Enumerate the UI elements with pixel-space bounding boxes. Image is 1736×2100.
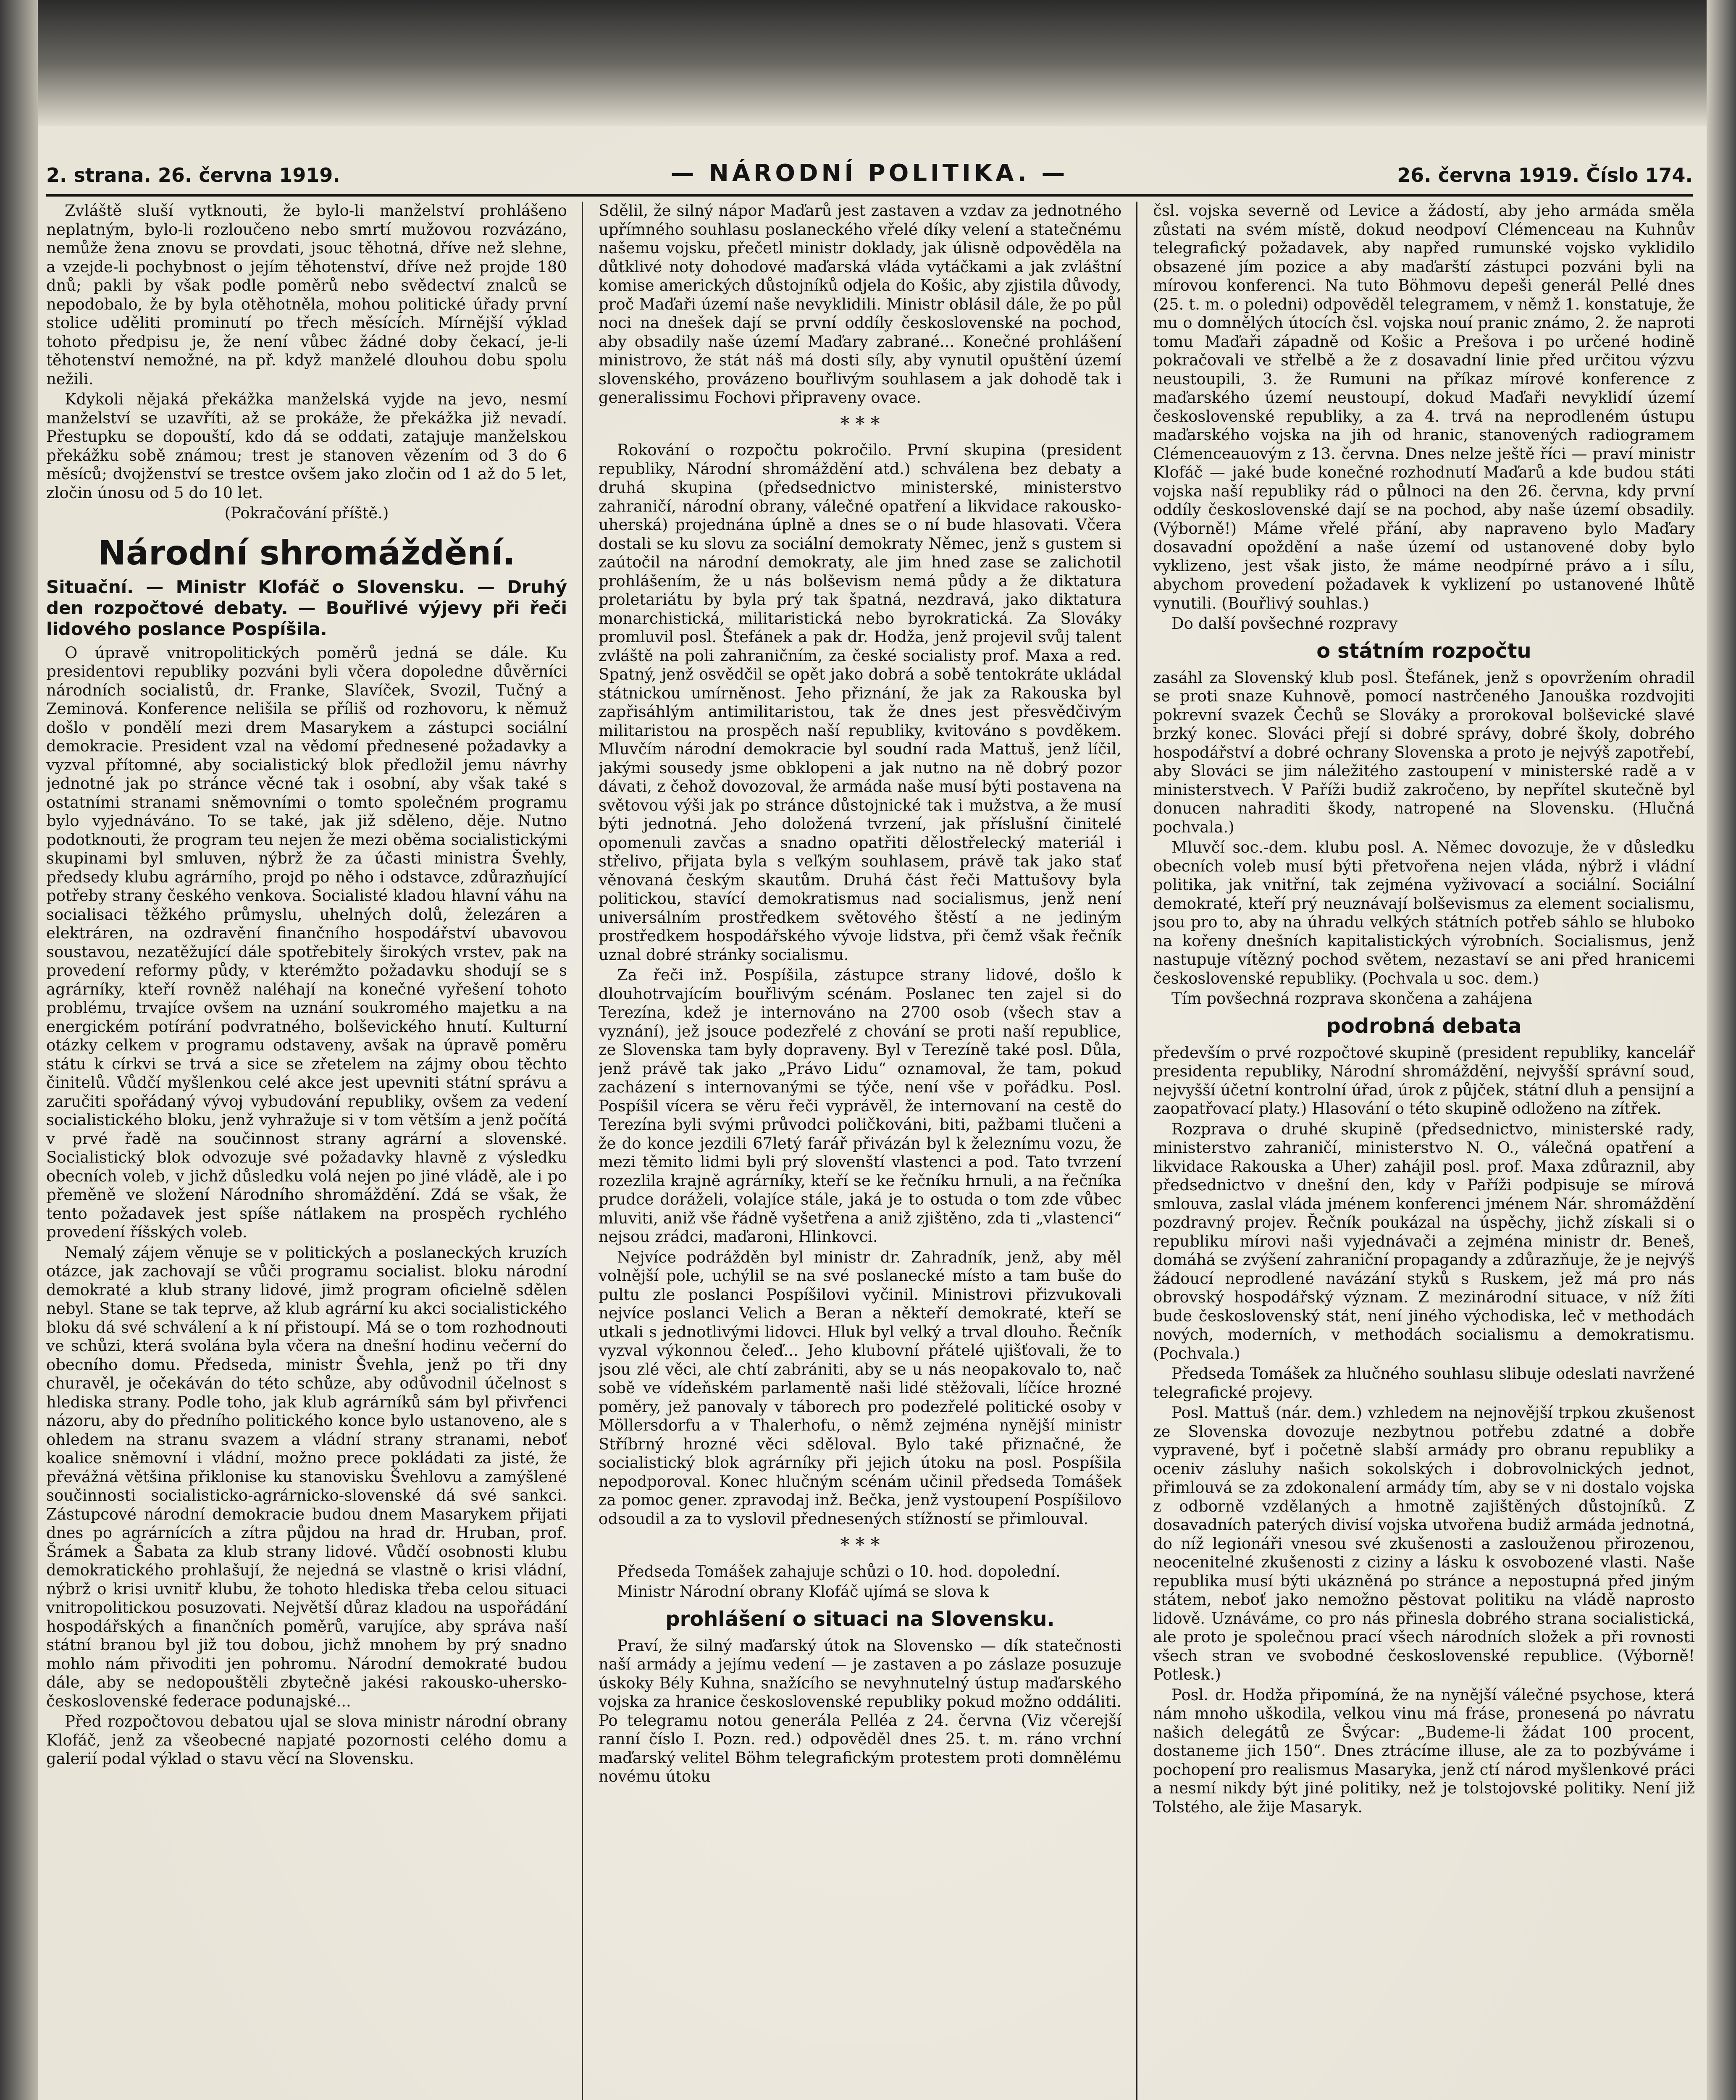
paragraph: především o prvé rozpočtové skupině (president republiky, kancelář presidenta republiky, Národní shromáždění, nejvyšší správní soud, nejvyšší účetní kontrolní úřad, úrok z půjček, státní dluh a pensijní a zaopatřovací platy.) Hlasování o této skupině odloženo na zítřek.	[1153, 1043, 1695, 1118]
column-divider	[1136, 202, 1137, 2100]
page-header	[46, 160, 1693, 189]
scan-left-shadow	[0, 0, 38, 2100]
masthead: — NÁRODNÍ POLITIKA. —	[670, 160, 1069, 187]
section-subheadline: Situační. — Ministr Klofáč o Slovensku. — Druhý den rozpočtové debaty. — Bouřlivé výjevy při řeči lidového poslance Pospíšila.	[46, 576, 567, 639]
paragraph: Předseda Tomášek zahajuje schůzi o 10. hod. dopolední.	[617, 1562, 1061, 1580]
paragraph: Sdělil, že silný nápor Maďarů jest zastaven a vzdav za jednotného upřímného souhlasu poslaneckého vřelé díky velení a statečnému našemu vojsku, přečetl ministr doklady, jak úlisně odpověděla na důtklivé noty dohodové maďarská vláda vytáčkami a jak zvláštní komise amerických důstojníků odjela do Košic, aby zjistila důvody, proč Maďaři území naše nevyklidili. Ministr oblásil dále, že po půl noci na dnešek dají se první oddíly československé na pochod, aby obsadily naše území Maďary zabrané... Konečné prohlášení ministrovo, že stát náš má dosti síly, aby vynutil opuštění území slovenského, provázeno bouřlivým souhlasem a jak dohodě tak i generalissimu Fochovi připraveny ovace.	[599, 202, 1121, 407]
paragraph: Rozprava o druhé skupině (předsednictvo, ministerské rady, ministerstvo zahraničí, ministerstvo N. O., válečná opatření a likvidace Rakouska a Uher) zahájil posl. prof. Maxa zdůraznil, aby předsednictvo v dnešní den, kdy v Paříži podpisuje se mírová smlouva, zaslal vláda jménem konferenci jménem Nár. shromáždění pozdravný projev. Řečník poukázal na úspěchy, jichž získali si o republiku mírovi naši vyjednávači a zejména ministr dr. Beneš, domáhá se zvýšení zahraniční propagandy a zdůrazňuje, že je nejvýš žádoucí neprodlené navázání styků s Ruskem, jež má pro nás obrovský hospodářský význam. Z mezinárodní situace, v níž žíti bude československý stát, není jiného východiska, leč v methodách nových, moderních, v methodách socialismu a demokratismu. (Pochvala.)	[1153, 1120, 1695, 1362]
paragraph: Kdykoli nějaká překážka manželská vyjde na jevo, nesmí manželství se uzavříti, až se prokáže, že překážka již nevadí. Přestupku se dopouští, kdo dá se oddati, zatajuje manželskou překážku sobě známou; trest je stanoven vězením od 3 do 6 měsíců; dvojženství se trestce ovšem jako zločin od 1 až do 5 let, zločin únosu od 5 do 10 let.	[46, 390, 567, 502]
paragraph: Nejvíce podrážděn byl ministr dr. Zahradník, jenž, aby měl volnější pole, uchýlil se na své poslanecké místo a tam buše do pultu zle poslanci Pospíšilovi vyčinil. Ministrovi přizvukovali nejvíce poslanci Velich a Beran a někteří demokraté, kteří se utkali s jednotlivými lidovci. Hluk byl velký a trval dlouho. Řečník vyzval výkonnou čeleď... Jeho klubovní přátelé ujišťovali, že to jsou zlé věci, ale chtí zabrániti, aby se u nás neopakovalo to, nač sobě ve vídeňském parlamentě naši lidé stěžovali, líčíce hrozné poměry, jež panovaly v táborech pro podezřelé politické osoby v Möllersdorfu a v Thalerhofu, o němž zejména nynější ministr Stříbrný hrozné věci sděloval. Bylo také přiznačné, že socialistický blok agrárníky při jejich útoku na posl. Pospíšila nepodporoval. Konec hlučným scénám učinil předseda Tomášek za pomoc gener. zpravodaj inž. Bečka, jenž vystoupení Pospíšilovo odsoudil a za to vyslovil přednesených stížností se přimlouval.	[599, 1248, 1121, 1528]
paragraph: Tím povšechná rozprava skončena a zahájena	[1171, 990, 1533, 1008]
paragraph: Posl. dr. Hodža připomíná, že na nynější válečné psychose, která nám mnoho uškodila, velkou vinu má fráse, pronesená po návratu našich delegátů ze Švýcar: „Budeme-li žádat 100 procent, dostaneme jich 150“. Dnes ztrácíme illuse, ale za to pozbýváme i pochopení pro realismus Masaryka, jenž ctí národ myšlenkové práci a nesmí nikdy být jiné politiky, než je tolstojovské politiky. Není již Tolstého, ale žije Masaryk.	[1153, 1685, 1695, 1816]
subsection-heading: podrobná debata	[1326, 1014, 1522, 1038]
scan-right-shadow	[1707, 0, 1736, 2100]
column-3	[1153, 202, 1695, 2100]
paragraph: Rokování o rozpočtu pokročilo. První skupina (president republiky, Národní shromáždění atd.) schválena bez debaty a druhá skupina (předsednictvo ministerské, ministerstvo zahraničí, národní obrany, válečné opatření a likvidace rakousko-uherská) projednána úplně a dnes se o ní bude hlasovati. Včera dostali se ku slovu za sociální demokraty Němec, jenž s gustem si zaútočil na národní demokraty, ale jim hned zase se zalichotil prohlášením, že u nás bolševism nemá půdy a že diktatura proletariátu by byla prý tak špatná, nezdravá, jako diktatura monarchistická, militaristická nebo byrokratická. Za Slováky promluvil posl. Štefánek a pak dr. Hodža, jenž projevil svůj talent zvláště na poli zahraničním, za české socialisty prof. Maxa a red. Spatný, jenž osvědčil se opět jako dobrá a sobě tentokráte ukládal státnickou umírněnost. Jeho přiznání, že jak za Rakouska byl zapřisáhlým antimilitaristou, tak že dnes jest přesvědčivým militaristou na prospěch naší republiky, kvitováno s povděkem. Mluvčím národní demokracie byl soudní rada Mattuš, jenž líčil, jakými sousedy jsme obklopeni a jak nutno na ně dobrý pozor dávati, z čehož dovozoval, že armáda naše musí býti postavena na světovou výši jak po stránce důstojnické tak i mužstva, a že musí býti jednotná. Jeho doložená tvrzení, jak příslušní činitelé opomenuli zavčas a snadno opatřiti dělostřelecký materiál i střelivo, přijata byla s veľkým souhlasem, právě tak jako stať věnovaná českým skautům. Druhá část řeči Mattušovy byla politickou, stavící demokratismus nad socialismus, jenž není universálním prostředkem světového štěstí a ne jediným prostředkem hospodářského vývoje lidstva, při čemž však řečník uznal dobré stránky socialismu.	[599, 441, 1121, 964]
column-2	[599, 202, 1121, 2100]
separator-stars: * * *	[840, 1534, 880, 1556]
section-headline: Národní shromáždění.	[97, 533, 516, 572]
paragraph: Do další povšechné rozpravy	[1171, 614, 1398, 633]
paragraph: čsl. vojska severně od Levice a žádostí, aby jeho armáda směla zůstati na svém místě, dokud neodpoví Clémenceau na Kuhnův telegrafický požadavek, aby napřed rumunské vojsko vyklidilo obsazené jím pozice a aby maďarští zástupci pozváni byli na mírovou konferenci. Na tuto Böhmovu depeši generál Pellé dnes (25. t. m. o poledni) odpověděl telegramem, v němž 1. konstatuje, že mu o domnělých útocích čsl. vojska nouí pranic známo, 2. že naproti tomu Maďaři západně od Košic a Prešova i po určené hodině pokračovali ve střelbě a že z dosavadní linie před určitou výzvu neustoupili, 3. že Rumuni na příkaz mírové konference z maďarského území neustoupí, dokud Maďaři nevyklidí území československé republiky, a za 4. trvá na neprodleném ústupu maďarského vojska na jih od hranic, stanovených radiogramem Clémenceauovým z 13. června. Dnes nelze ještě říci — praví ministr Klofáč — jaké bude konečné rozhodnutí Maďarů a kde budou státi vojska naší republiky rád o půlnoci na den 26. června, kdy první oddíly československé dají se na pochod, aby naše území obsadily. (Výborně!) Máme vřelé přání, aby napraveno bylo Maďary dosavadní opoždění a naše území od ustanovené doby bylo vyklizeno, jest však jisto, že máme neodpírné právo a i sílu, abychom provedení požadavek k vyklizení po ustanovené lhůtě vynutili. (Bouřlivý souhlas.)	[1153, 202, 1695, 612]
subsection-heading: o státním rozpočtu	[1316, 639, 1531, 663]
paragraph: Mluvčí soc.-dem. klubu posl. A. Němec dovozuje, že v důsledku obecních voleb musí býti přetvořena nejen vláda, nýbrž i vládní politika, jak vnitřní, tak zejména vyživovací a sociální. Sociální demokraté, kteří prý neuznávají bolševismus za element socialismu, jsou pro to, aby na úhradu velkých státních potřeb sáhlo se hluboko na kořeny dnešních kapitalistických výrobních. Socialismus, jenž nastupuje vítězný pochod světem, nezastaví se ani před hranicemi československé republiky. (Pochvala u soc. dem.)	[1153, 838, 1695, 987]
paragraph: Posl. Mattuš (nár. dem.) vzhledem na nejnovější trpkou zkušenost ze Slovenska dovozuje nezbytnou potřebu zdatné a dobře vypravené, byť i početně slabší armády pro obranu republiky a oceniv zásluhy našich sokolských i dobrovolnických jednot, přimlouvá se za zdokonalení armády tím, aby se v ni dostalo vojska z odborně vzdělaných a hmotně zajištěných důstojníků. Z dosavadních paterých divisí vojska utvořena budiž armáda jednotná, do níž legionáři vnesou své zkušenosti a zaslouženou přirozenou, neocenitelné zkušenosti z ciziny a lásku k osvobozené vlasti. Naše republika musí býti ukázněná po stránce a nepostupná před jiným státem, neboť jako nemožno pěstovat politiku na vládě naprosto lidově. Uznáváme, co pro nás přinesla dobrého strana socialistická, ale proto je společnou prací všech národních složek a při rovnosti všech stran ve svobodné československé republice. (Výborně! Potlesk.)	[1153, 1404, 1695, 1683]
paragraph: Před rozpočtovou debatou ujal se slova ministr národní obrany Klofáč, jenž za všeobecné napjaté pozornosti celého domu a galerií podal výklad o stavu věcí na Slovensku.	[46, 1712, 567, 1768]
paragraph: Za řeči inž. Pospíšila, zástupce strany lidové, došlo k dlouhotrvajícím bouřlivým scénám. Poslanec ten zajel si do Terezína, kdež je internováno na 2700 osob (všech stav a vyznání), jež jsouce podezřelé z chování se proti naší republice, ze Slovenska tam byly dopraveny. Byl v Terezíně také posl. Důla, jenž právě tak jako „Právo Lidu“ oznamoval, že tam, pokud zacházení s internovanými se týče, není vše v pořádku. Posl. Pospíšil vícera se věru řeči vyprávěl, že internovaní na cestě do Terezína byli svými průvodci poličkováni, biti, pažbami tlučeni a že do konce jezdili 67letý farář přivázán byl k železnímu vozu, že mezi těmito lidmi byli prý slovenští vlastenci a pod. Tato tvrzení rozezlila krajně agrárníky, kteří se ke řečníku hrnuli, a na řečníka prudce doráželi, volajíce stále, jaká je to ostuda o tom zde vůbec mluviti, aniž vše řádně vyšetřena a aniž zjištěno, zda ti „vlastenci“ nejsou zrádci, maďaroni, Hlinkovci.	[599, 966, 1121, 1246]
paragraph: O úpravě vnitropolitických poměrů jedná se dále. Ku presidentovi republiky pozváni byli včera dopoledne důvěrníci národních socialistů, dr. Franke, Slavíček, Svozil, Tučný a Zeminová. Konference nelišila se příliš od rozhovoru, k němuž došlo v pondělí mezi drem Masarykem a zástupci sociální demokracie. President vzal na vědomí přednesené požadavky a vyzval přítomné, aby socialistický blok předložil jemu návrhy jednotné jak po stránce věcné tak i osobní, aby však také s ostatními stranami sněmovními o tomto společném programu bylo vyjednáváno. To se také, jak již sděleno, děje. Nutno podotknouti, že program teu nejen že mezi oběma socialistickými skupinami byl smluven, nýbrž že za účasti ministra Švehly, předsedy klubu agrárního, projd po něho i odstavce, zdůrazňující potřeby strany českého venkova. Socialisté kladou hlavní váhu na socialisaci těžkého průmyslu, uhelných dolů, železáren a elektráren, na ozdravění finančního hospodářství ubavovou soustavou, nezatěžující dále spotřebitely širokých vrstev, pak na provedení reformy půdy, v kterémžto požadavku shodují se s agrárníky, kteří rovněž naléhají na konečné vyřešení tohoto problému, trvajíce ovšem na uznání soukromého majetku a na energickém potírání podvratného, bolševického hnutí. Kulturní otázky celkem v programu odstaveny, avšak na úpravě poměru státu k církvi se trvá a sice se zřetelem na zájmy obou těchto činitelů. Vůdčí myšlenkou celé akce jest upevniti státní správu a zaručiti spořádaný vývoj vybudování republiky, ovšem za vedení socialistického bloku, jenž vyhražuje si v tom větším a jenž počítá v prvé řadě na součinnost strany agrární a slovenské. Socialistický blok odvozuje své požadavky hlavně z výsledku obecních voleb, v jichž důsledku volá nejen po jiné vládě, ale i po přeměně ve složení Národního shromáždění. Zdá se však, že tento požadavek jest spíše nátlakem na prospěch rychlého provedení říšských voleb.	[46, 643, 567, 1241]
paragraph: Praví, že silný maďarský útok na Slovensko — dík statečnosti naší armády a jejímu vedení — je zastaven a po záslaze posuzuje úskoky Bély Kuhna, snažícího se nevyhnutelný ústup maďarského vojska za hranice československé republiky pokud možno oddáliti. Po telegramu notou generála Pelléa z 24. června (Viz včerejší ranní číslo I. Pozn. red.) odpověděl dnes 25. t. m. ráno vrchní maďarský velitel Böhm telegrafickým protestem proti domnělému novému útoku	[599, 1636, 1121, 1785]
subsection-heading: prohlášení o situaci na Slovensku.	[665, 1607, 1055, 1631]
column-1	[46, 202, 567, 2100]
paragraph: Předseda Tomášek za hlučného souhlasu slibuje odeslati navržené telegrafické projevy.	[1153, 1365, 1695, 1402]
scan-top-shadow	[0, 0, 1736, 126]
paragraph: zasáhl za Slovenský klub posl. Štefánek, jenž s opovržením ohradil se proti snaze Kuhnově, pomocí nastrčeného Janouška rozdvojiti pokrevní svazek Čechů se Slováky a prorokoval bolševické slavé brzký konec. Slováci přejí si dobré správy, dobré školy, dobrého hospodářství a dobré ochrany Slovenska a proto je nejvýš zapotřebí, aby Slováci se jim náležitého zastoupení v ministerské radě a v ministerstvech. V Paříži budiž zakročeno, by nepřítel skutečně byl donucen nahraditi škody, natropené na Slovensku. (Hlučná pochvala.)	[1153, 668, 1695, 836]
continued-note: (Pokračování příště.)	[224, 504, 389, 522]
paragraph: Ministr Národní obrany Klofáč ujímá se slova k	[617, 1583, 989, 1601]
separator-stars: * * *	[840, 413, 880, 435]
header-date-page: 2. strana. 26. června 1919.	[46, 164, 340, 186]
header-rule	[46, 194, 1693, 197]
header-issue-number: 26. června 1919. Číslo 174.	[1397, 164, 1693, 186]
column-divider	[582, 202, 583, 2100]
paragraph: Nemalý zájem věnuje se v politických a poslaneckých kruzích otázce, jak zachovají se vůči programu socialist. bloku národní demokraté a klub strany lidové, jimž program oficielně sdělen nebyl. Stane se tak teprve, až klub agrární ku akci socialistického bloku dá své schválení a k ní přistoupí. Má se o tom rozhodnouti ve schůzi, která svolána byla včera na dnešní hodinu večerní do obecního domu. Předseda, ministr Švehla, jenž po tři dny churavěl, je očekáván do této schůze, aby odůvodnil účelnost s hlediska strany. Podle toho, jak klub agrárníků sám byl přivřenci názoru, aby do předního politického konce bylo ustanoveno, ale s ohledem na stranu svazem a vládní strany stranami, neboť koalice sněmovní i vládní, možno prece pokládati za jisté, že převážná většina přiklonise ku stanovisku Švehlovu a zamýšlené součinnosti socialisticko-agrárnicko-slovenské dá své sankci. Zástupcové národní demokracie budou dnem Masarykem přijati dnes po agrárnících a zítra půjdou na hrad dr. Hruban, prof. Šrámek a Šabata za klub strany lidové. Vůdčí osobnosti klubu demokratického prohlašují, že nejedná se vlastně o krisi vládní, nýbrž o krisi uvnitř klubu, že tohoto hlediska třeba celou situaci vnitropolitickou posuzovati. Největší důraz kladou na uspořádání hospodářských a finančních poměrů, varujíce, aby správa naší státní branou byl již tou dobou, jichž mnohem by prý snadno mohlo nám přivoditi jen pohromu. Národní demokraté budou dále, aby se nedopouštěli zbytečně jakési rakousko-uhersko-československé federace podunajské...	[46, 1243, 567, 1710]
paragraph: Zvláště sluší vytknouti, že bylo-li manželství prohlášeno neplatným, bylo-li rozloučeno nebo smrtí mužovou rozvázáno, nemůže žena znovu se provdati, jsouc těhotná, dříve než slehne, a vzejde-li pochybnost o jejím těhotenství, dříve než projde 180 dnů; pakli by však podle poměrů nebo svědectví znalců se nepodobalo, že by byla otěhotněla, mohou politické úřady první stolice uděliti prominutí po třech měsících. Mírnější výklad tohoto předpisu je, že není vůbec žádné doby čekací, je-li těhotenství nemožné, na př. když manželé dlouhou dobu spolu nežili.	[46, 202, 567, 388]
